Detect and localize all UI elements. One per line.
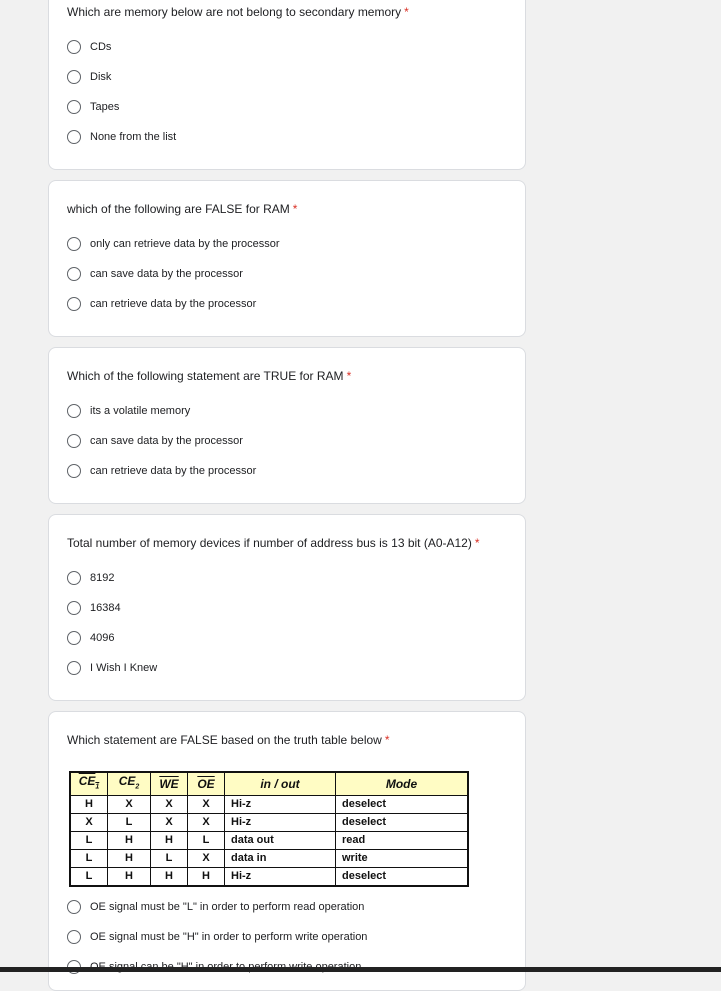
table-cell: H [151, 832, 188, 850]
radio-button[interactable] [67, 631, 81, 645]
table-cell: X [188, 796, 225, 814]
required-marker: * [474, 536, 480, 550]
table-cell: X [188, 850, 225, 868]
option-tapes[interactable]: Tapes [67, 99, 119, 115]
option-cds[interactable]: CDs [67, 39, 111, 55]
radio-button[interactable] [67, 40, 81, 54]
table-cell: Hi-z [225, 814, 336, 832]
table-cell: X [108, 796, 151, 814]
required-marker: * [384, 733, 390, 747]
table-cell: L [70, 850, 108, 868]
bottom-bar [0, 967, 721, 972]
header-we: $\overline{WE}$ [151, 772, 188, 796]
option-1[interactable]: its a volatile memory [67, 403, 190, 419]
question-title: Which statement are FALSE based on the truth table below * [67, 733, 390, 747]
option-16384[interactable]: 16384 [67, 600, 121, 616]
option-i-wish-i-knew[interactable]: I Wish I Knew [67, 660, 157, 676]
radio-button[interactable] [67, 267, 81, 281]
table-cell: L [188, 832, 225, 850]
radio-button[interactable] [67, 434, 81, 448]
table-cell: H [108, 868, 151, 887]
option-4096[interactable]: 4096 [67, 630, 114, 646]
table-cell: X [151, 796, 188, 814]
table-cell: write [336, 850, 469, 868]
header-ce1: $CE_1$ [70, 772, 108, 796]
radio-button[interactable] [67, 130, 81, 144]
table-cell: H [188, 868, 225, 887]
table-cell: Hi-z [225, 796, 336, 814]
option-3[interactable]: can retrieve data by the processor [67, 463, 256, 479]
radio-button[interactable] [67, 464, 81, 478]
option-8192[interactable]: 8192 [67, 570, 114, 586]
table-cell: H [70, 796, 108, 814]
table-cell: X [151, 814, 188, 832]
question-card-5 [48, 711, 526, 991]
truth-table-header [70, 772, 468, 796]
radio-button[interactable] [67, 100, 81, 114]
radio-button[interactable] [67, 930, 81, 944]
question-title: Which are memory below are not belong to secondary memory * [67, 5, 409, 19]
question-card-1 [48, 0, 526, 170]
header-ce2: $CE_2$ [108, 772, 151, 796]
required-marker: * [404, 5, 409, 19]
option-1[interactable]: OE signal must be "L" in order to perform read operation [67, 899, 364, 915]
table-cell: L [151, 850, 188, 868]
question-title: which of the following are FALSE for RAM * [67, 202, 298, 216]
radio-button[interactable] [67, 237, 81, 251]
option-3[interactable]: can retrieve data by the processor [67, 296, 256, 312]
table-cell: data in [225, 850, 336, 868]
table-cell: L [108, 814, 151, 832]
header-mode: Mode [336, 772, 469, 796]
table-cell: L [70, 868, 108, 887]
table-cell: Hi-z [225, 868, 336, 887]
table-row [70, 850, 468, 868]
table-cell: L [70, 832, 108, 850]
required-marker: * [292, 202, 298, 216]
option-disk[interactable]: Disk [67, 69, 111, 85]
table-row [70, 814, 468, 832]
radio-button[interactable] [67, 900, 81, 914]
required-marker: * [346, 369, 352, 383]
header-in-out: in / out [225, 772, 336, 796]
question-title: Total number of memory devices if number of address bus is 13 bit (A0-A12) * [67, 536, 480, 550]
table-row [70, 832, 468, 850]
radio-button[interactable] [67, 297, 81, 311]
question-card-2 [48, 180, 526, 337]
table-row [70, 868, 468, 887]
table-cell: X [70, 814, 108, 832]
table-cell: read [336, 832, 469, 850]
option-2[interactable]: OE signal must be "H" in order to perform write operation [67, 929, 367, 945]
header-oe: $\overline{OE}$ [188, 772, 225, 796]
table-cell: data out [225, 832, 336, 850]
table-cell: H [108, 850, 151, 868]
question-card-3 [48, 347, 526, 504]
table-cell: H [151, 868, 188, 887]
radio-button[interactable] [67, 661, 81, 675]
option-2[interactable]: can save data by the processor [67, 266, 243, 282]
truth-table [69, 771, 469, 887]
table-cell: deselect [336, 796, 469, 814]
table-cell: deselect [336, 814, 469, 832]
radio-button[interactable] [67, 601, 81, 615]
option-none[interactable]: None from the list [67, 129, 176, 145]
question-card-4 [48, 514, 526, 701]
radio-button[interactable] [67, 70, 81, 84]
table-cell: X [188, 814, 225, 832]
table-cell: H [108, 832, 151, 850]
table-cell: deselect [336, 868, 469, 887]
question-title: Which of the following statement are TRUE for RAM * [67, 369, 352, 383]
option-1[interactable]: only can retrieve data by the processor [67, 236, 280, 252]
radio-button[interactable] [67, 404, 81, 418]
option-2[interactable]: can save data by the processor [67, 433, 243, 449]
radio-button[interactable] [67, 571, 81, 585]
table-row [70, 796, 468, 814]
